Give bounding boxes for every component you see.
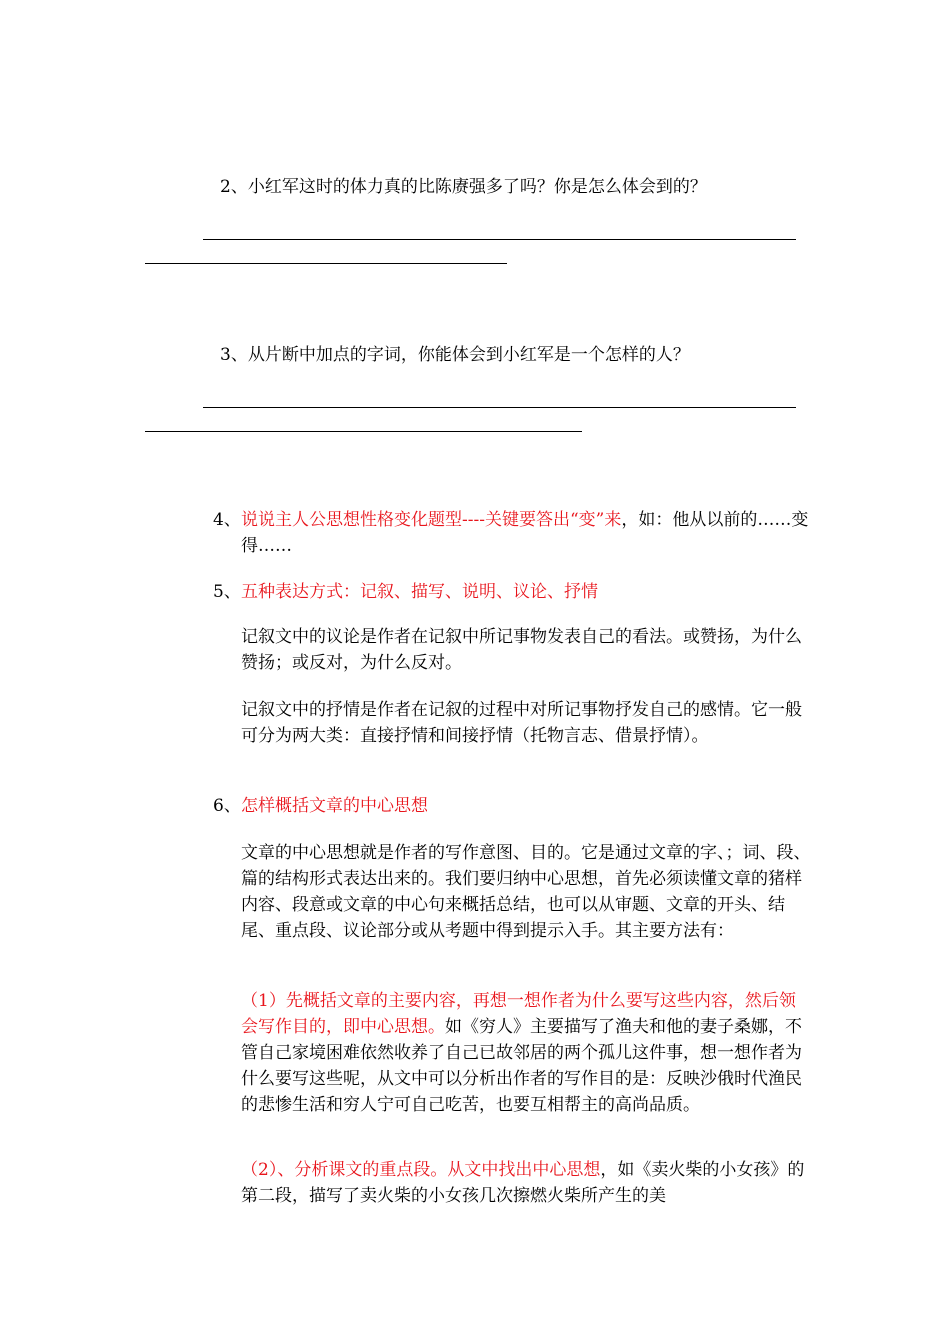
method-2-title: （2）、分析课文的重点段。从文中找出中心思想 [241,1160,601,1180]
answer-line-q3-a [203,407,796,408]
item-5 [213,579,813,605]
item-4-text: ，如：他从以前的……变得…… [241,510,809,556]
paragraph-yilun: 记叙文中的议论是作者在记叙中所记事物发表自己的看法。或赞扬，为什么赞扬；或反对，为什么反对。 [241,627,802,673]
method-2-text: ，如《卖火柴的小女孩》的第二段，描写了卖火柴的小女孩几次擦燃火柴所产生的美 [241,1160,805,1206]
answer-line-q2-a [203,239,796,240]
item-5-title: 五种表达方式：记叙、描写、说明、议论、抒情 [241,582,598,602]
method-2 [241,1157,811,1209]
paragraph-shuqing: 记叙文中的抒情是作者在记叙的过程中对所记事物抒发自己的感情。它一般可分为两大类：直接抒情和间接抒情（托物言志、借景抒情）。 [241,700,802,746]
answer-line-q3-b [145,431,582,432]
method-1-text: 如《穷人》主要描写了渔夫和他的妻子桑娜，不管自己家境困难依然收养了自己已故邻居的两个孤儿这件事，想一想作者为什么要写这些呢，从文中可以分析出作者的写作目的是：反映沙俄时代渔民的悲惨生活和穷人宁可自己吃苦，也要互相帮主的高尚品质。 [241,1017,802,1115]
method-1 [241,988,811,1118]
answer-line-q2-b [145,263,507,264]
item-4 [213,507,813,559]
item-4-title: 说说主人公思想性格变化题型----关键要答出“变”来 [241,510,622,530]
item-4-number: 4、 [213,510,241,530]
method-1-title: （1）先概括文章的主要内容，再想一想作者为什么要写这些内容，然后领会写作目的，即中心思想。 [241,991,796,1037]
item-6 [213,793,813,819]
item-5-number: 5、 [213,582,241,602]
question-3: 3、从片断中加点的字词，你能体会到小红军是一个怎样的人？ [220,345,690,365]
item-6-title: 怎样概括文章的中心思想 [241,796,428,816]
paragraph-zhongxin: 文章的中心思想就是作者的写作意图、目的。它是通过文章的字、；词、段、篇的结构形式表达出来的。我们要归纳中心思想，首先必须读懂文章的猪样内容、段意或文章的中心句来概括总结，也可以从审题、文章的开头、结尾、重点段、议论部分或从考题中得到提示入手。其主要方法有： [241,843,811,941]
item-6-number: 6、 [213,796,241,816]
question-2: 2、小红军这时的体力真的比陈赓强多了吗？你是怎么体会到的？ [220,177,707,197]
